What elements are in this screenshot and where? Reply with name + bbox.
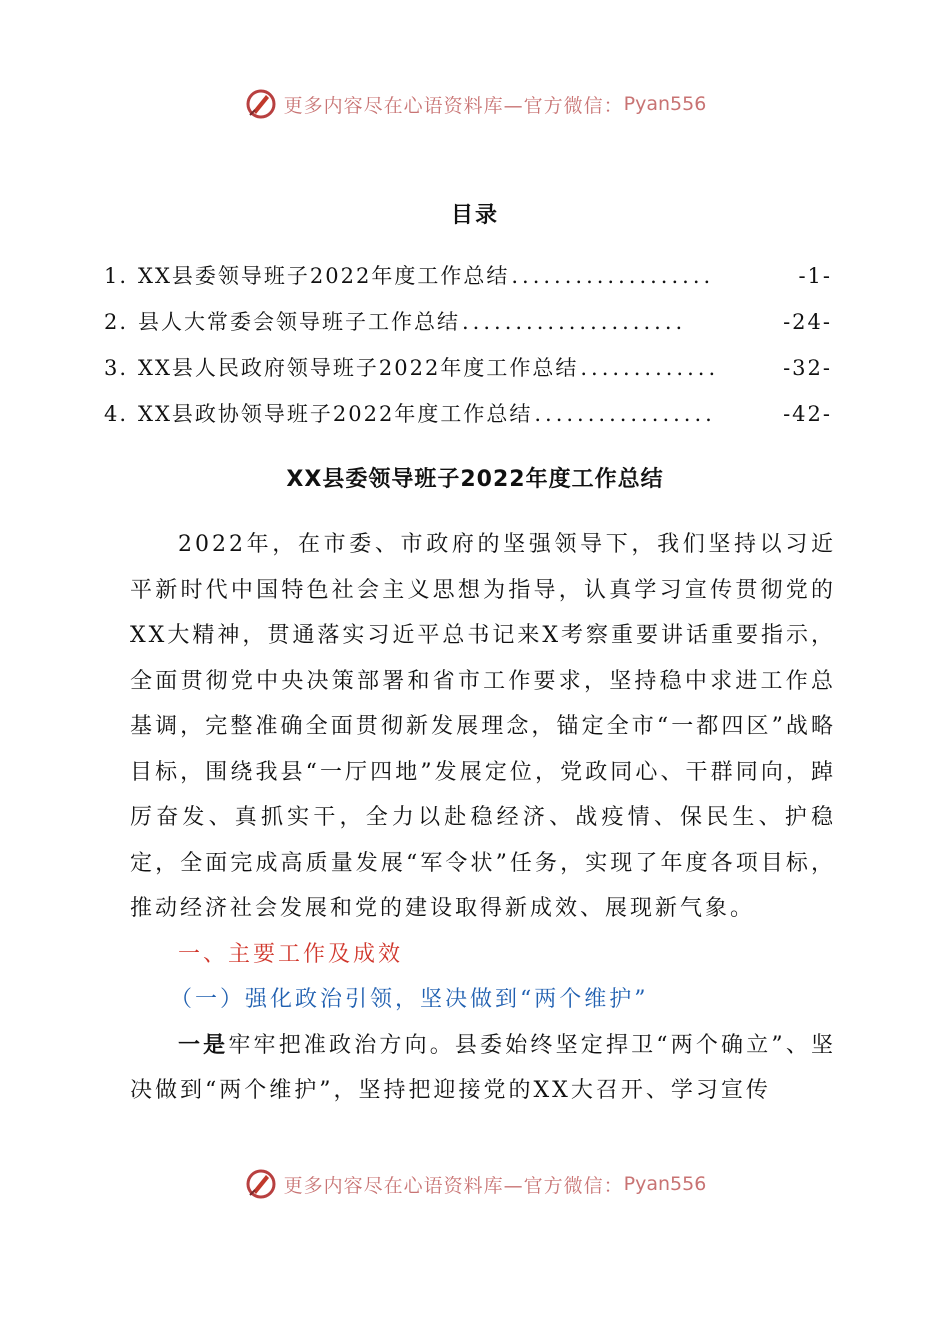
toc-item-number: 1. bbox=[104, 264, 129, 288]
banner-text: 更多内容尽在心语资料库—官方微信： bbox=[283, 1174, 624, 1197]
toc-item-page: -24- bbox=[783, 310, 832, 334]
toc-item-number: 3. bbox=[104, 356, 129, 380]
watermark-banner-top bbox=[0, 84, 950, 124]
toc-item-page: -1- bbox=[798, 264, 832, 288]
toc-item[interactable] bbox=[104, 398, 832, 444]
toc-item-leader: ............. bbox=[580, 356, 720, 380]
intro-paragraph: 2022年，在市委、市政府的坚强领导下，我们坚持以习近平新时代中国特色社会主义思想为指导，认真学习宣传贯彻党的XX大精神，贯通落实习近平总书记来X考察重要讲话重要指示，全面贯彻党中央决策部署和省市工作要求，坚持稳中求进工作总基调，完整准确全面贯彻新发展理念，锚定全市“一都四区”战略目标，围绕我县“一厅四地”发展定位，党政同心、干群同向，踔厉奋发、真抓实干，全力以赴稳经济、战疫情、保民生、护稳定，全面完成高质量发展“军令状”任务，实现了年度各项目标，推动经济社会发展和党的建设取得新成效、展现新气象。 bbox=[130, 532, 836, 921]
banner-wechat-id: Pyan556 bbox=[623, 1173, 707, 1195]
toc-item-number: 4. bbox=[104, 402, 129, 426]
body-paragraph bbox=[130, 1023, 836, 1114]
banner-text: 更多内容尽在心语资料库—官方微信： bbox=[283, 94, 624, 117]
subsection-heading: （一）强化政治引领，坚决做到“两个维护” bbox=[170, 987, 649, 1012]
toc-title: 目录 bbox=[450, 203, 499, 228]
toc-item-leader: ................. bbox=[534, 402, 716, 426]
paragraph-text: 牢牢把准政治方向。县委始终坚定捍卫“两个确立”、坚决做到“两个维护”，坚持把迎接党的XX大召开、学习宣传 bbox=[130, 1032, 836, 1103]
logo-icon bbox=[244, 87, 278, 121]
toc-item-title: XX县政协领导班子2022年度工作总结 bbox=[138, 402, 533, 426]
logo-icon bbox=[244, 1167, 278, 1201]
toc-item-number: 2. bbox=[104, 310, 129, 334]
toc-item-title: 县人大常委会领导班子工作总结 bbox=[138, 310, 460, 334]
paragraph-lead: 一是 bbox=[178, 1032, 229, 1058]
toc-item[interactable] bbox=[104, 352, 832, 398]
watermark-banner-bottom bbox=[0, 1164, 950, 1204]
toc-item-title: XX县人民政府领导班子2022年度工作总结 bbox=[138, 356, 579, 380]
toc-item[interactable] bbox=[104, 306, 832, 352]
toc-item-leader: ................... bbox=[511, 264, 715, 288]
section-heading: 一、主要工作及成效 bbox=[178, 941, 404, 967]
toc-item-title: XX县委领导班子2022年度工作总结 bbox=[138, 264, 510, 288]
toc-item[interactable] bbox=[104, 260, 832, 306]
toc-item-page: -32- bbox=[783, 356, 832, 380]
banner-wechat-id: Pyan556 bbox=[623, 93, 707, 115]
table-of-contents bbox=[104, 260, 832, 444]
article-body bbox=[130, 522, 836, 1114]
article-title: XX县委领导班子2022年度工作总结 bbox=[286, 467, 664, 492]
toc-item-page: -42- bbox=[783, 402, 832, 426]
toc-item-leader: ..................... bbox=[462, 310, 687, 334]
